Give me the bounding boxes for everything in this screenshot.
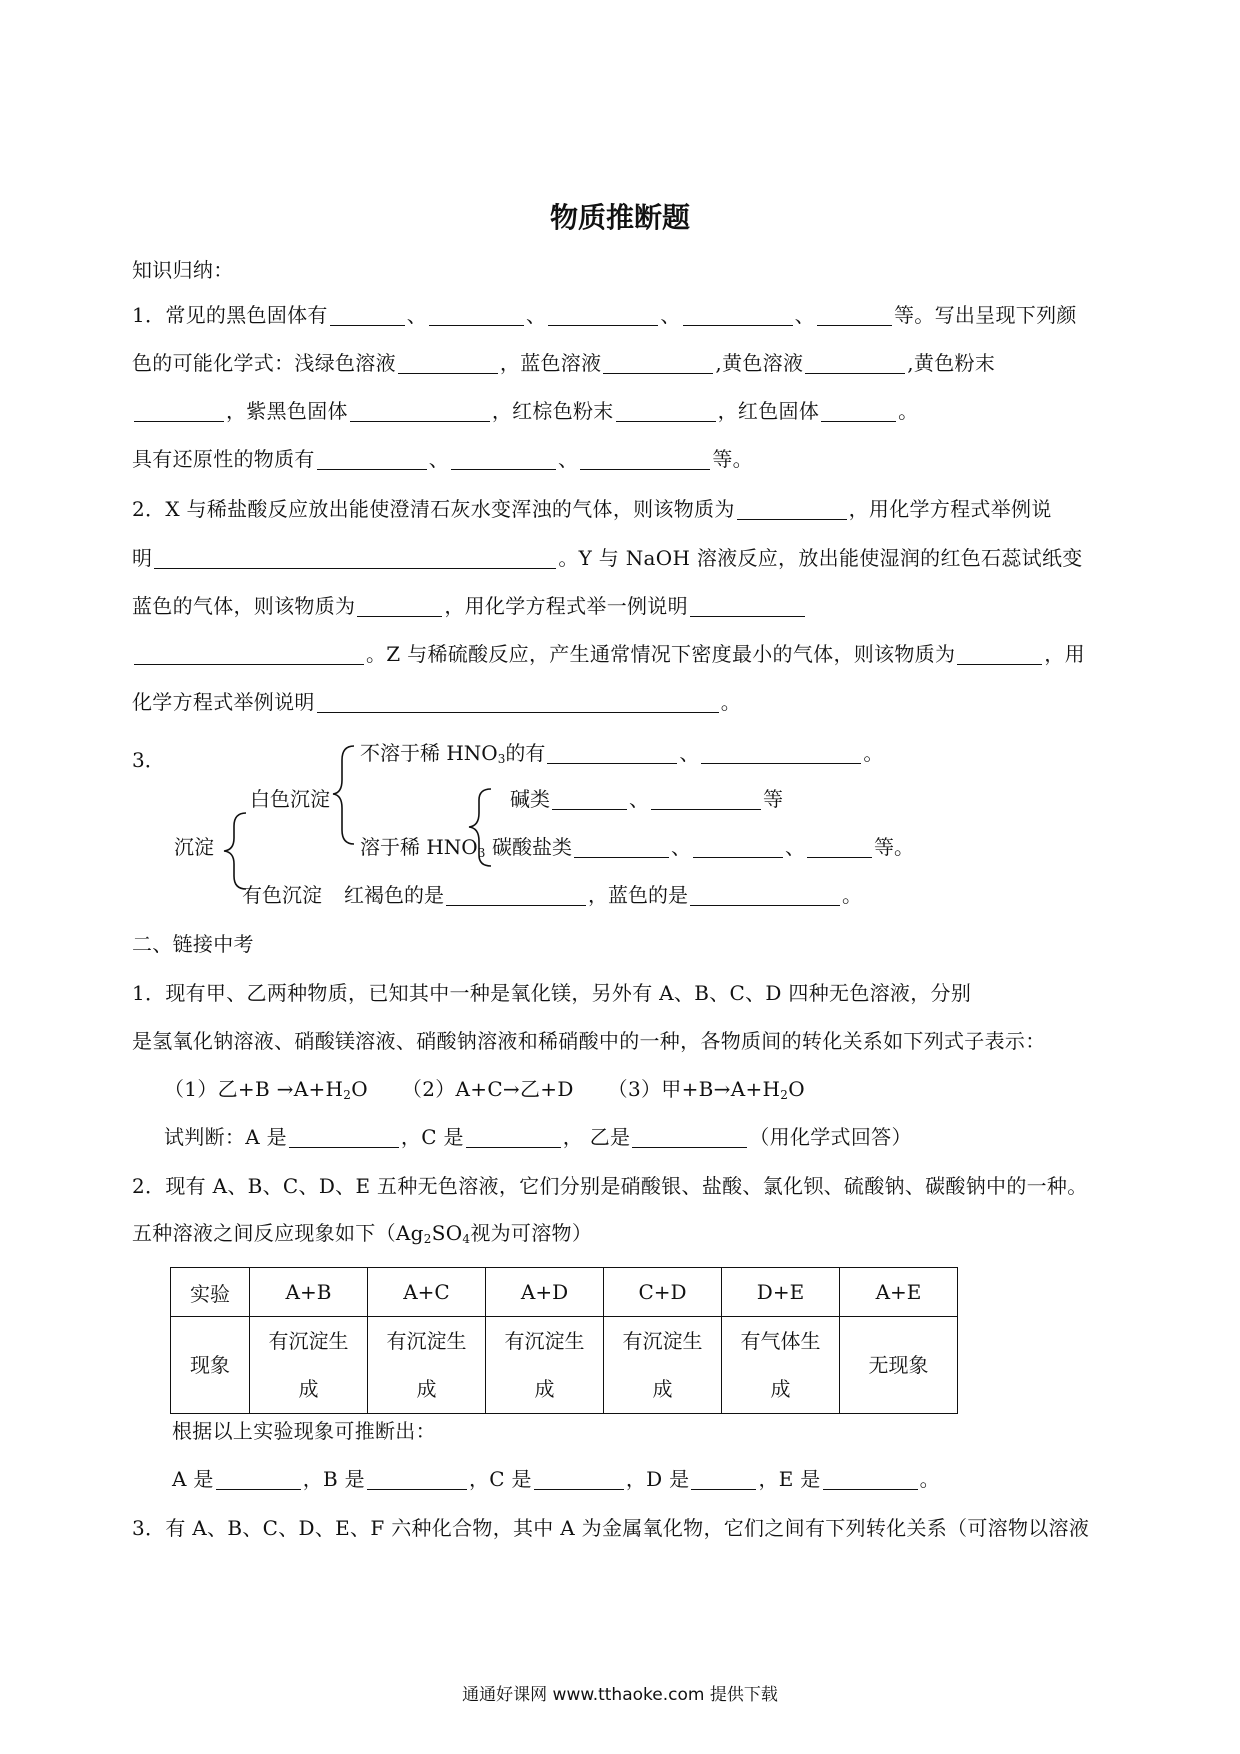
table-cell: D+E (722, 1268, 840, 1317)
brace-white-precipitate (333, 746, 354, 844)
table-cell: 实验 (171, 1268, 250, 1317)
page-footer: 通通好课网 www.tthaoke.com 提供下载 (462, 1685, 778, 1705)
answer-blank[interactable] (690, 885, 840, 906)
q2-line1: 2．X 与稀盐酸反应放出能使澄清石灰水变浑浊的气体，则该物质为 ，用化学方程式举例说 (132, 497, 1052, 521)
q3-soluble-label: 溶于稀 $HNO_3$ (360, 835, 486, 860)
answer-blank[interactable] (807, 837, 872, 858)
section-heading-exam: 二、链接中考 (132, 932, 254, 956)
table-cell: 有沉淀生 成 (368, 1317, 486, 1414)
page-title: 物质推断题 (549, 201, 690, 234)
table-cell: 有气体生 成 (722, 1317, 840, 1414)
q3-precipitate: 沉淀 (174, 835, 214, 859)
answer-blank[interactable] (632, 1127, 747, 1148)
table-cell: 有沉淀生 成 (250, 1317, 368, 1414)
answer-blank[interactable] (547, 743, 677, 764)
table-cell: 有沉淀生 成 (486, 1317, 604, 1414)
table-cell: A+C (368, 1268, 486, 1317)
p2-line2: 五种溶液之间反应现象如下（$Ag_2SO_4$视为可溶物） (132, 1221, 593, 1246)
section-heading-knowledge: 知识归纳： (132, 258, 234, 282)
q3-carbonate-line: 碳酸盐类 、 、 等。 (492, 835, 914, 859)
table-cell: A+D (486, 1268, 604, 1317)
table-cell: 无现象 (840, 1317, 958, 1414)
q2-line2: 明 。Y 与 NaOH 溶液反应，放出能使湿润的红色石蕊试纸变 (132, 546, 1083, 570)
experiment-table (170, 1267, 958, 1414)
table-header-row (171, 1268, 958, 1317)
answer-blank[interactable] (691, 1469, 756, 1490)
p3-line1: 3．有 A、B、C、D、E、F 六种化合物，其中 A 为金属氧化物，它们之间有下列转化关系（可溶物以溶液 (132, 1516, 1090, 1540)
table-cell: C+D (604, 1268, 722, 1317)
answer-blank[interactable] (701, 743, 861, 764)
answer-blank[interactable] (216, 1469, 301, 1490)
answer-blank[interactable] (693, 837, 783, 858)
p1-equations: （1）乙$+B \to A+H_2O$ （2）A+C→乙+D （3）甲$+B\to A+H_2O$ (164, 1077, 805, 1102)
table-cell: A+E (840, 1268, 958, 1317)
answer-blank[interactable] (466, 1127, 561, 1148)
p1-line2: 是氢氧化钠溶液、硝酸镁溶液、硝酸钠溶液和稀硝酸中的一种，各物质间的转化关系如下列式子表示： (132, 1029, 1046, 1053)
q1-line1: 1．常见的黑色固体有 、 、 、 、 等。写出呈现下列颜 (132, 303, 1077, 327)
answer-blank[interactable] (823, 1469, 918, 1490)
answer-blank[interactable] (367, 1469, 467, 1490)
q3-number: 3． (132, 748, 165, 772)
answer-blank[interactable] (289, 1127, 399, 1148)
answer-blank[interactable] (534, 1469, 624, 1490)
answer-blank[interactable] (552, 789, 627, 810)
q2-line5: 化学方程式举例说明 。 (132, 690, 742, 714)
q3-insoluble-line: 不溶于稀 $HNO_3$的有 、 。 (360, 741, 884, 766)
p2-conclusion: 根据以上实验现象可推断出： (172, 1419, 436, 1443)
q2-line4: 。Z 与稀硫酸反应，产生通常情况下密度最小的气体，则该物质为 ，用 (132, 641, 1085, 667)
q1-line3: ，紫黑色固体 ，红棕色粉末 ，红色固体 。 (132, 398, 918, 424)
table-cell: 有沉淀生 成 (604, 1317, 722, 1414)
p1-answer-line: 试判断：A 是 ，C 是 ， 乙是 （用化学式回答） (164, 1125, 912, 1149)
q3-white-precipitate: 白色沉淀 (250, 787, 330, 811)
brace-precipitate (224, 813, 246, 889)
q3-colored-line: 有色沉淀 红褐色的是 ，蓝色的是 。 (242, 883, 862, 907)
table-cell: 现象 (171, 1317, 250, 1414)
answer-blank[interactable] (651, 789, 761, 810)
table-row (171, 1317, 958, 1414)
q3-base-line: 碱类 、 等 (510, 787, 783, 811)
p2-line1: 2．现有 A、B、C、D、E 五种无色溶液，它们分别是硝酸银、盐酸、氯化钡、硫酸钠、碳酸钠中的一种。 (132, 1174, 1088, 1198)
answer-blank[interactable] (574, 837, 669, 858)
q1-line4: 具有还原性的物质有 、 、 等。 (132, 447, 753, 471)
p2-answer-line: A 是 ，B 是 ，C 是 ，D 是 ，E 是 。 (172, 1467, 940, 1491)
q1-line2: 色的可能化学式：浅绿色溶液 ，蓝色溶液 ,黄色溶液 ,黄色粉末 (132, 351, 996, 375)
p1-line1: 1．现有甲、乙两种物质，已知其中一种是氧化镁，另外有 A、B、C、D 四种无色溶液，分别 (132, 981, 972, 1005)
answer-blank[interactable] (446, 885, 586, 906)
q2-line3: 蓝色的气体，则该物质为 ，用化学方程式举一例说明 (132, 593, 807, 619)
table-cell: A+B (250, 1268, 368, 1317)
